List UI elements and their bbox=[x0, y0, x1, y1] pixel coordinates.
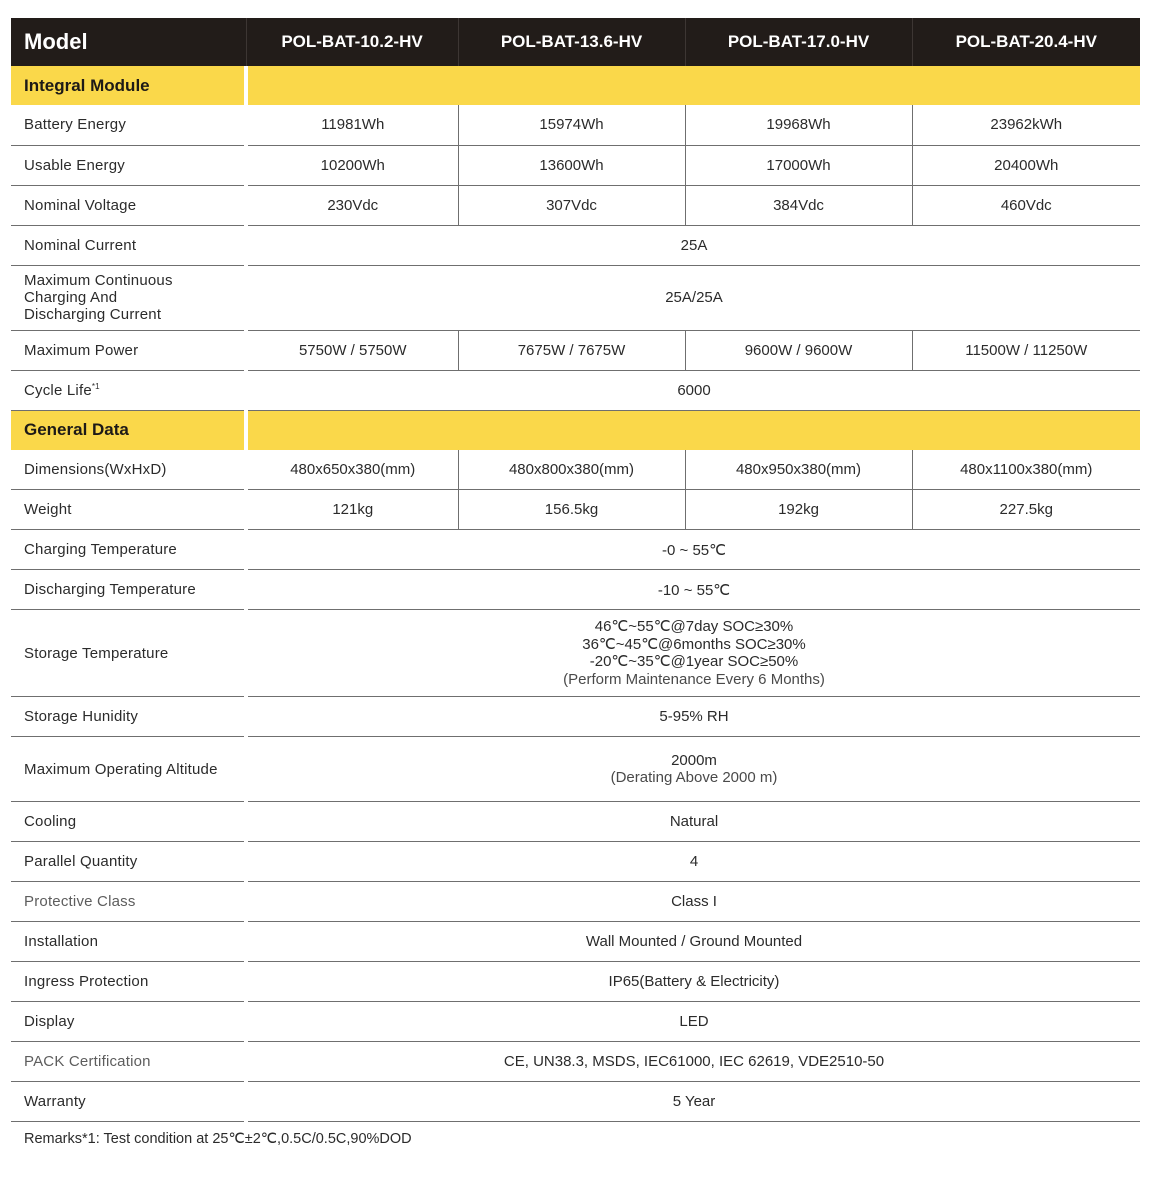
table-row bbox=[11, 570, 1140, 610]
table-row bbox=[11, 962, 1140, 1002]
spec-value-line: -20℃~35℃@1year SOC≥50% bbox=[589, 653, 799, 670]
spec-label: Display bbox=[11, 1002, 246, 1042]
section-title: General Data bbox=[11, 410, 246, 450]
spec-label: Storage Temperature bbox=[11, 610, 246, 697]
spec-value: 480x1100x380(mm) bbox=[912, 450, 1140, 490]
spec-value: 20400Wh bbox=[912, 145, 1140, 185]
spec-value: 121kg bbox=[246, 490, 458, 530]
spec-value-line: 46℃~55℃@7day SOC≥30% bbox=[594, 618, 794, 635]
table-row bbox=[11, 1082, 1140, 1122]
spec-value-line: 2000m bbox=[671, 751, 717, 769]
spec-value: 25A/25A bbox=[246, 265, 1140, 330]
spec-value: Natural bbox=[246, 802, 1140, 842]
spec-label-line: Charging And bbox=[24, 289, 118, 306]
spec-value: -0 ~ 55℃ bbox=[246, 530, 1140, 570]
spec-label: Charging Temperature bbox=[11, 530, 246, 570]
spec-value: Wall Mounted / Ground Mounted bbox=[246, 922, 1140, 962]
section-header-integral bbox=[11, 66, 1140, 105]
spec-label: Nominal Voltage bbox=[11, 185, 246, 225]
spec-label bbox=[11, 370, 246, 410]
spec-label: Warranty bbox=[11, 1082, 246, 1122]
table-row bbox=[11, 1002, 1140, 1042]
spec-value bbox=[246, 737, 1140, 802]
spec-value: 15974Wh bbox=[458, 105, 685, 145]
spec-value: 23962kWh bbox=[912, 105, 1140, 145]
table-row bbox=[11, 737, 1140, 802]
spec-value: 480x800x380(mm) bbox=[458, 450, 685, 490]
spec-value: CE, UN38.3, MSDS, IEC61000, IEC 62619, VDE2510-50 bbox=[246, 1042, 1140, 1082]
footnote-marker: *1 bbox=[91, 381, 100, 391]
spec-value: 480x650x380(mm) bbox=[246, 450, 458, 490]
spec-value: 13600Wh bbox=[458, 145, 685, 185]
spec-value: 25A bbox=[246, 225, 1140, 265]
table-row bbox=[11, 530, 1140, 570]
spec-label: Usable Energy bbox=[11, 145, 246, 185]
spec-value: 192kg bbox=[685, 490, 912, 530]
spec-label: Storage Hunidity bbox=[11, 697, 246, 737]
table-row bbox=[11, 370, 1140, 410]
table-row bbox=[11, 265, 1140, 330]
spec-value: LED bbox=[246, 1002, 1140, 1042]
table-row bbox=[11, 802, 1140, 842]
spec-value: Class I bbox=[246, 882, 1140, 922]
spec-label bbox=[11, 265, 246, 330]
spec-label: Dimensions(WxHxD) bbox=[11, 450, 246, 490]
spec-value: 5750W / 5750W bbox=[246, 330, 458, 370]
spec-value-line: (Perform Maintenance Every 6 Months) bbox=[563, 670, 825, 688]
table-row bbox=[11, 185, 1140, 225]
spec-value: IP65(Battery & Electricity) bbox=[246, 962, 1140, 1002]
spec-label: Ingress Protection bbox=[11, 962, 246, 1002]
model-name: POL-BAT-20.4-HV bbox=[912, 18, 1140, 66]
table-row bbox=[11, 922, 1140, 962]
table-row bbox=[11, 105, 1140, 145]
table-row bbox=[11, 882, 1140, 922]
spec-sheet bbox=[11, 18, 1140, 1122]
spec-value: 384Vdc bbox=[685, 185, 912, 225]
spec-label: Nominal Current bbox=[11, 225, 246, 265]
spec-value: 10200Wh bbox=[246, 145, 458, 185]
model-name: POL-BAT-13.6-HV bbox=[458, 18, 685, 66]
spec-value: 11500W / 11250W bbox=[912, 330, 1140, 370]
spec-value: 227.5kg bbox=[912, 490, 1140, 530]
table-row bbox=[11, 450, 1140, 490]
spec-value: 4 bbox=[246, 842, 1140, 882]
remarks-note: Remarks*1: Test condition at 25℃±2℃,0.5C/0.5C,90%DOD bbox=[24, 1131, 412, 1147]
spec-label: PACK Certification bbox=[11, 1042, 246, 1082]
spec-label-line: Maximum Continuous bbox=[24, 272, 173, 289]
table-row bbox=[11, 842, 1140, 882]
table-row bbox=[11, 1042, 1140, 1082]
model-name: POL-BAT-17.0-HV bbox=[685, 18, 912, 66]
spec-label: Maximum Operating Altitude bbox=[11, 737, 246, 802]
spec-label: Weight bbox=[11, 490, 246, 530]
model-header-row bbox=[11, 18, 1140, 66]
spec-value: -10 ~ 55℃ bbox=[246, 570, 1140, 610]
spec-label: Protective Class bbox=[11, 882, 246, 922]
spec-value: 230Vdc bbox=[246, 185, 458, 225]
spec-label-text: Cycle Life bbox=[24, 381, 92, 399]
table-row bbox=[11, 610, 1140, 697]
spec-value: 307Vdc bbox=[458, 185, 685, 225]
spec-value: 7675W / 7675W bbox=[458, 330, 685, 370]
table-row bbox=[11, 145, 1140, 185]
spec-value: 9600W / 9600W bbox=[685, 330, 912, 370]
spec-label: Maximum Power bbox=[11, 330, 246, 370]
spec-value: 17000Wh bbox=[685, 145, 912, 185]
spec-label: Discharging Temperature bbox=[11, 570, 246, 610]
spec-value: 480x950x380(mm) bbox=[685, 450, 912, 490]
spec-value-note: (Derating Above 2000 m) bbox=[610, 769, 778, 786]
section-header-general bbox=[11, 410, 1140, 450]
spec-value: 19968Wh bbox=[685, 105, 912, 145]
section-title: Integral Module bbox=[11, 66, 246, 105]
model-label: Model bbox=[11, 18, 246, 66]
spec-label: Parallel Quantity bbox=[11, 842, 246, 882]
table-row bbox=[11, 490, 1140, 530]
table-row bbox=[11, 330, 1140, 370]
spec-value: 5-95% RH bbox=[246, 697, 1140, 737]
spec-value bbox=[246, 610, 1140, 697]
spec-value-line: 36℃~45℃@6months SOC≥30% bbox=[582, 635, 806, 653]
spec-label-line: Discharging Current bbox=[24, 306, 162, 323]
spec-label: Cooling bbox=[11, 802, 246, 842]
spec-label: Battery Energy bbox=[11, 105, 246, 145]
spec-value: 11981Wh bbox=[246, 105, 458, 145]
spec-value: 5 Year bbox=[246, 1082, 1140, 1122]
spec-value: 156.5kg bbox=[458, 490, 685, 530]
spec-value: 6000 bbox=[246, 370, 1140, 410]
spec-table bbox=[11, 18, 1140, 1122]
model-name: POL-BAT-10.2-HV bbox=[246, 18, 458, 66]
spec-label: Installation bbox=[11, 922, 246, 962]
table-row bbox=[11, 225, 1140, 265]
table-row bbox=[11, 697, 1140, 737]
spec-value: 460Vdc bbox=[912, 185, 1140, 225]
